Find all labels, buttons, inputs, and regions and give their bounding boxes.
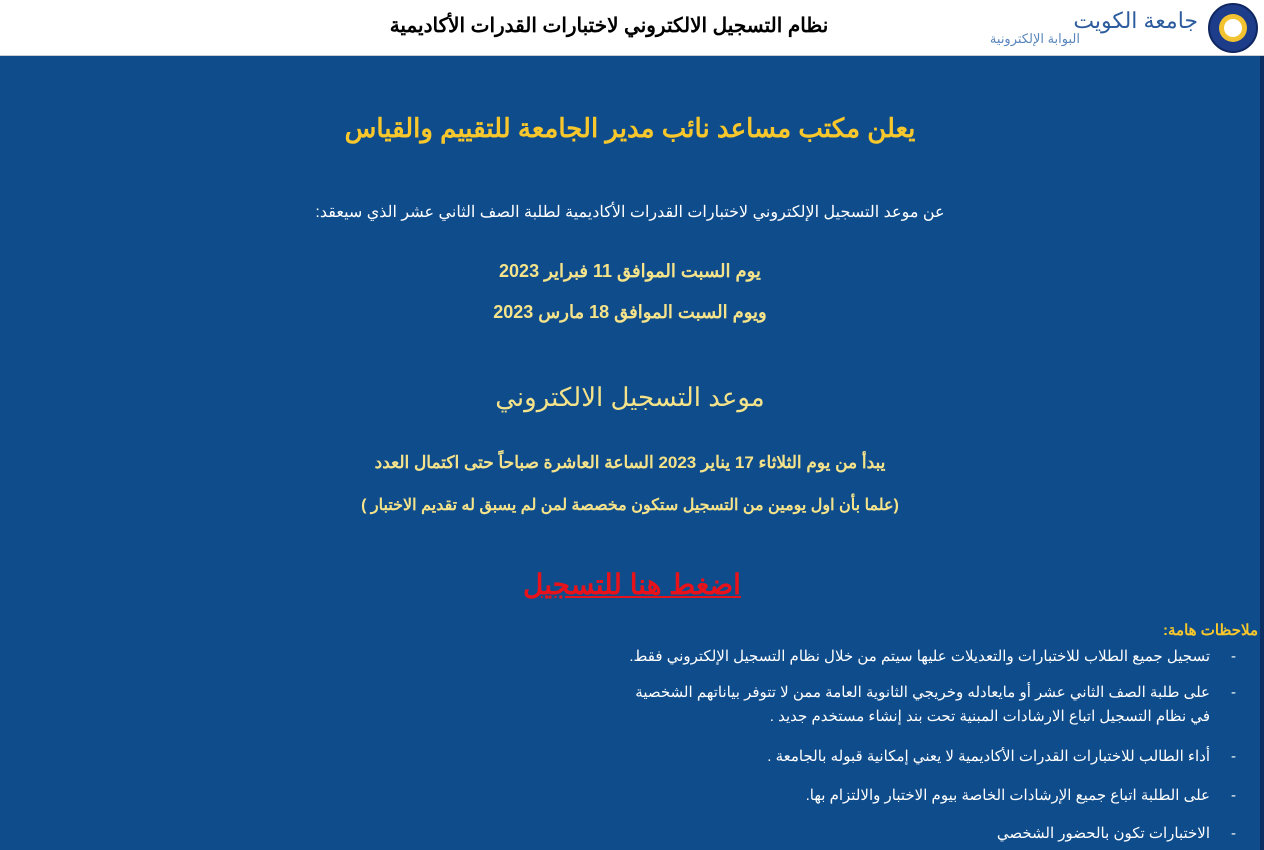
university-name[interactable]: جامعة الكويت [1073, 8, 1198, 33]
note-item: على الطلبة اتباع جميع الإرشادات الخاصة بيوم الاختبار والالتزام بها. [805, 787, 1210, 804]
note-item-line: في نظام التسجيل اتباع الارشادات المبنية تحت بند إنشاء مستخدم جديد . [769, 708, 1210, 725]
note-item: تسجيل جميع الطلاب للاختبارات والتعديلات عليها سيتم من خلال نظام التسجيل الإلكتروني فقط. [629, 648, 1210, 665]
announcement-panel [0, 56, 1260, 850]
note-bullet: - [1231, 748, 1236, 765]
notes-heading: ملاحظات هامة: [1163, 622, 1258, 639]
sun-icon [1224, 19, 1242, 37]
exam-date-2: ويوم السبت الموافق 18 مارس 2023 [493, 302, 767, 322]
note-bullet: - [1231, 787, 1236, 804]
announcement-title: يعلن مكتب مساعد نائب مدير الجامعة للتقييم والقياس [344, 113, 916, 143]
registration-heading: موعد التسجيل الالكتروني [495, 382, 765, 412]
scrollbar-edge[interactable] [1260, 56, 1264, 850]
page-title: نظام التسجيل الالكتروني لاختبارات القدرات الأكاديمية [389, 15, 829, 37]
note-item: الاختبارات تكون بالحضور الشخصي [996, 825, 1210, 842]
seal-emblem [1219, 14, 1247, 42]
registration-priority-note: (علما بأن اول يومين من التسجيل ستكون مخصصة لمن لم يسبق له تقديم الاختبار ) [361, 497, 899, 514]
note-bullet: - [1231, 684, 1236, 701]
note-item-line: على طلبة الصف الثاني عشر أو مايعادله وخريجي الثانوية العامة ممن لا تتوفر بياناتهم الشخصية [635, 684, 1210, 701]
register-link[interactable]: اضغط هنا للتسجيل [523, 569, 741, 600]
note-item: أداء الطالب للاختبارات القدرات الأكاديمية لا يعني إمكانية قبوله بالجامعة . [767, 748, 1210, 765]
page-header [0, 0, 1264, 56]
announcement-intro: عن موعد التسجيل الإلكتروني لاختبارات القدرات الأكاديمية لطلبة الصف الثاني عشر الذي سيعقد: [315, 204, 945, 221]
note-bullet: - [1231, 825, 1236, 842]
note-bullet: - [1231, 648, 1236, 665]
portal-name: البوابة الإلكترونية [989, 31, 1080, 46]
exam-date-1: يوم السبت الموافق 11 فبراير 2023 [499, 261, 761, 281]
registration-start-text: يبدأ من يوم الثلاثاء 17 يناير 2023 الساعة العاشرة صباحاً حتى اكتمال العدد [374, 453, 886, 472]
note-item [635, 681, 1210, 729]
kuwait-university-seal-icon[interactable] [1208, 3, 1258, 53]
